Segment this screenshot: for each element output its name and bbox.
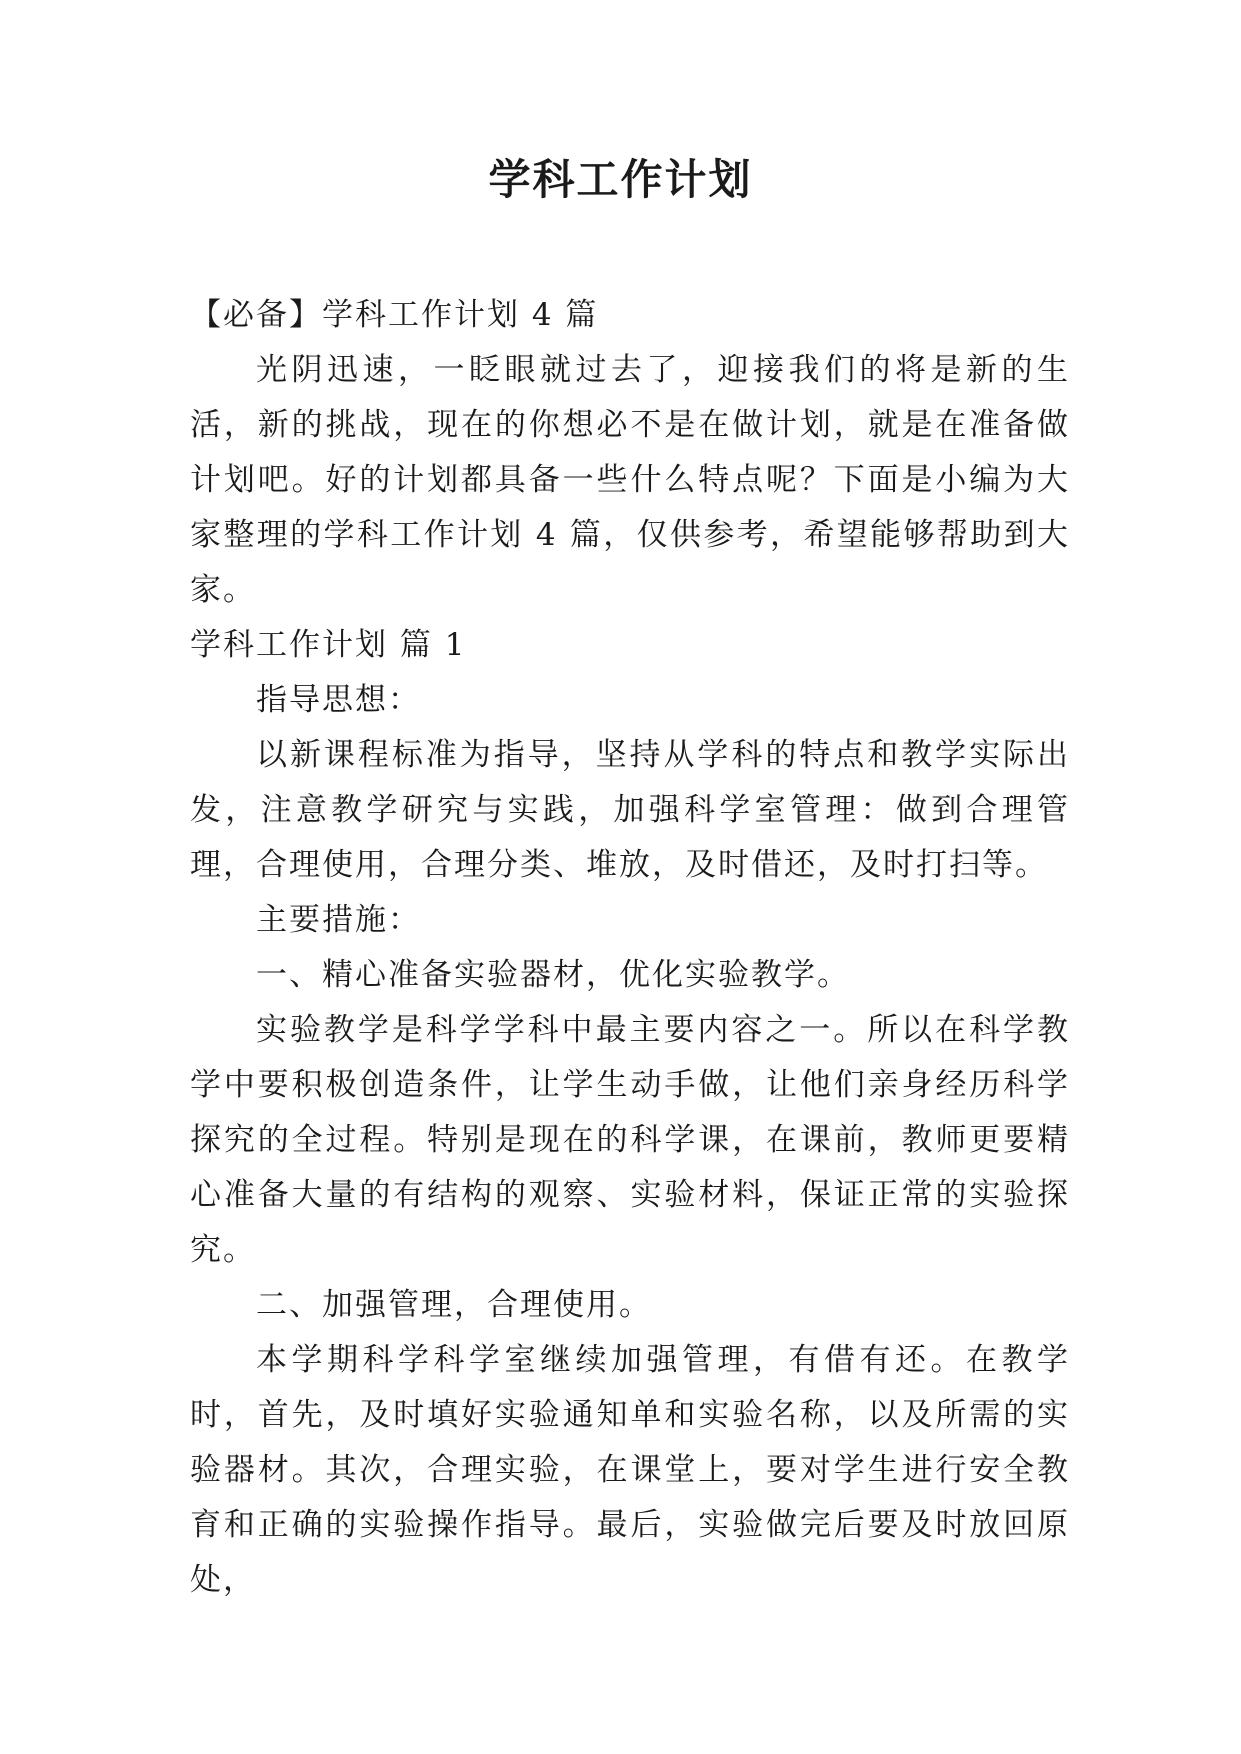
document-body xyxy=(190,288,1070,1608)
section-heading: 学科工作计划 篇 1 xyxy=(190,627,467,663)
document-title: 学科工作计划 xyxy=(488,155,753,204)
measure-two-heading: 二、加强管理，合理使用。 xyxy=(256,1287,652,1323)
measure-one-paragraph: 实验教学是科学学科中最主要内容之一。所以在科学教学中要积极创造条件，让学生动手做，让他们亲身经历科学探究的全过程。特别是现在的科学课，在课前，教师更要精心准备大量的有结构的观察、实验材料，保证正常的实验探究。 xyxy=(190,1012,1070,1268)
measure-two-paragraph: 本学期科学科学室继续加强管理，有借有还。在教学时，首先，及时填好实验通知单和实验名称，以及所需的实验器材。其次，合理实验，在课堂上，要对学生进行安全教育和正确的实验操作指导。最后，实验做完后要及时放回原处， xyxy=(190,1342,1070,1598)
intro-paragraph: 光阴迅速，一眨眼就过去了，迎接我们的将是新的生活，新的挑战，现在的你想必不是在做计划，就是在准备做计划吧。好的计划都具备一些什么特点呢？下面是小编为大家整理的学科工作计划 4 篇，仅供参考，希望能够帮助到大家。 xyxy=(190,352,1070,608)
guiding-ideas-heading: 指导思想： xyxy=(256,682,421,718)
measure-one-heading: 一、精心准备实验器材，优化实验教学。 xyxy=(256,957,850,993)
main-measures-heading: 主要措施： xyxy=(256,902,421,938)
subtitle-line: 【必备】学科工作计划 4 篇 xyxy=(190,297,599,333)
guiding-ideas-paragraph: 以新课程标准为指导，坚持从学科的特点和教学实际出发，注意教学研究与实践，加强科学室管理：做到合理管理，合理使用，合理分类、堆放，及时借还，及时打扫等。 xyxy=(190,737,1070,883)
